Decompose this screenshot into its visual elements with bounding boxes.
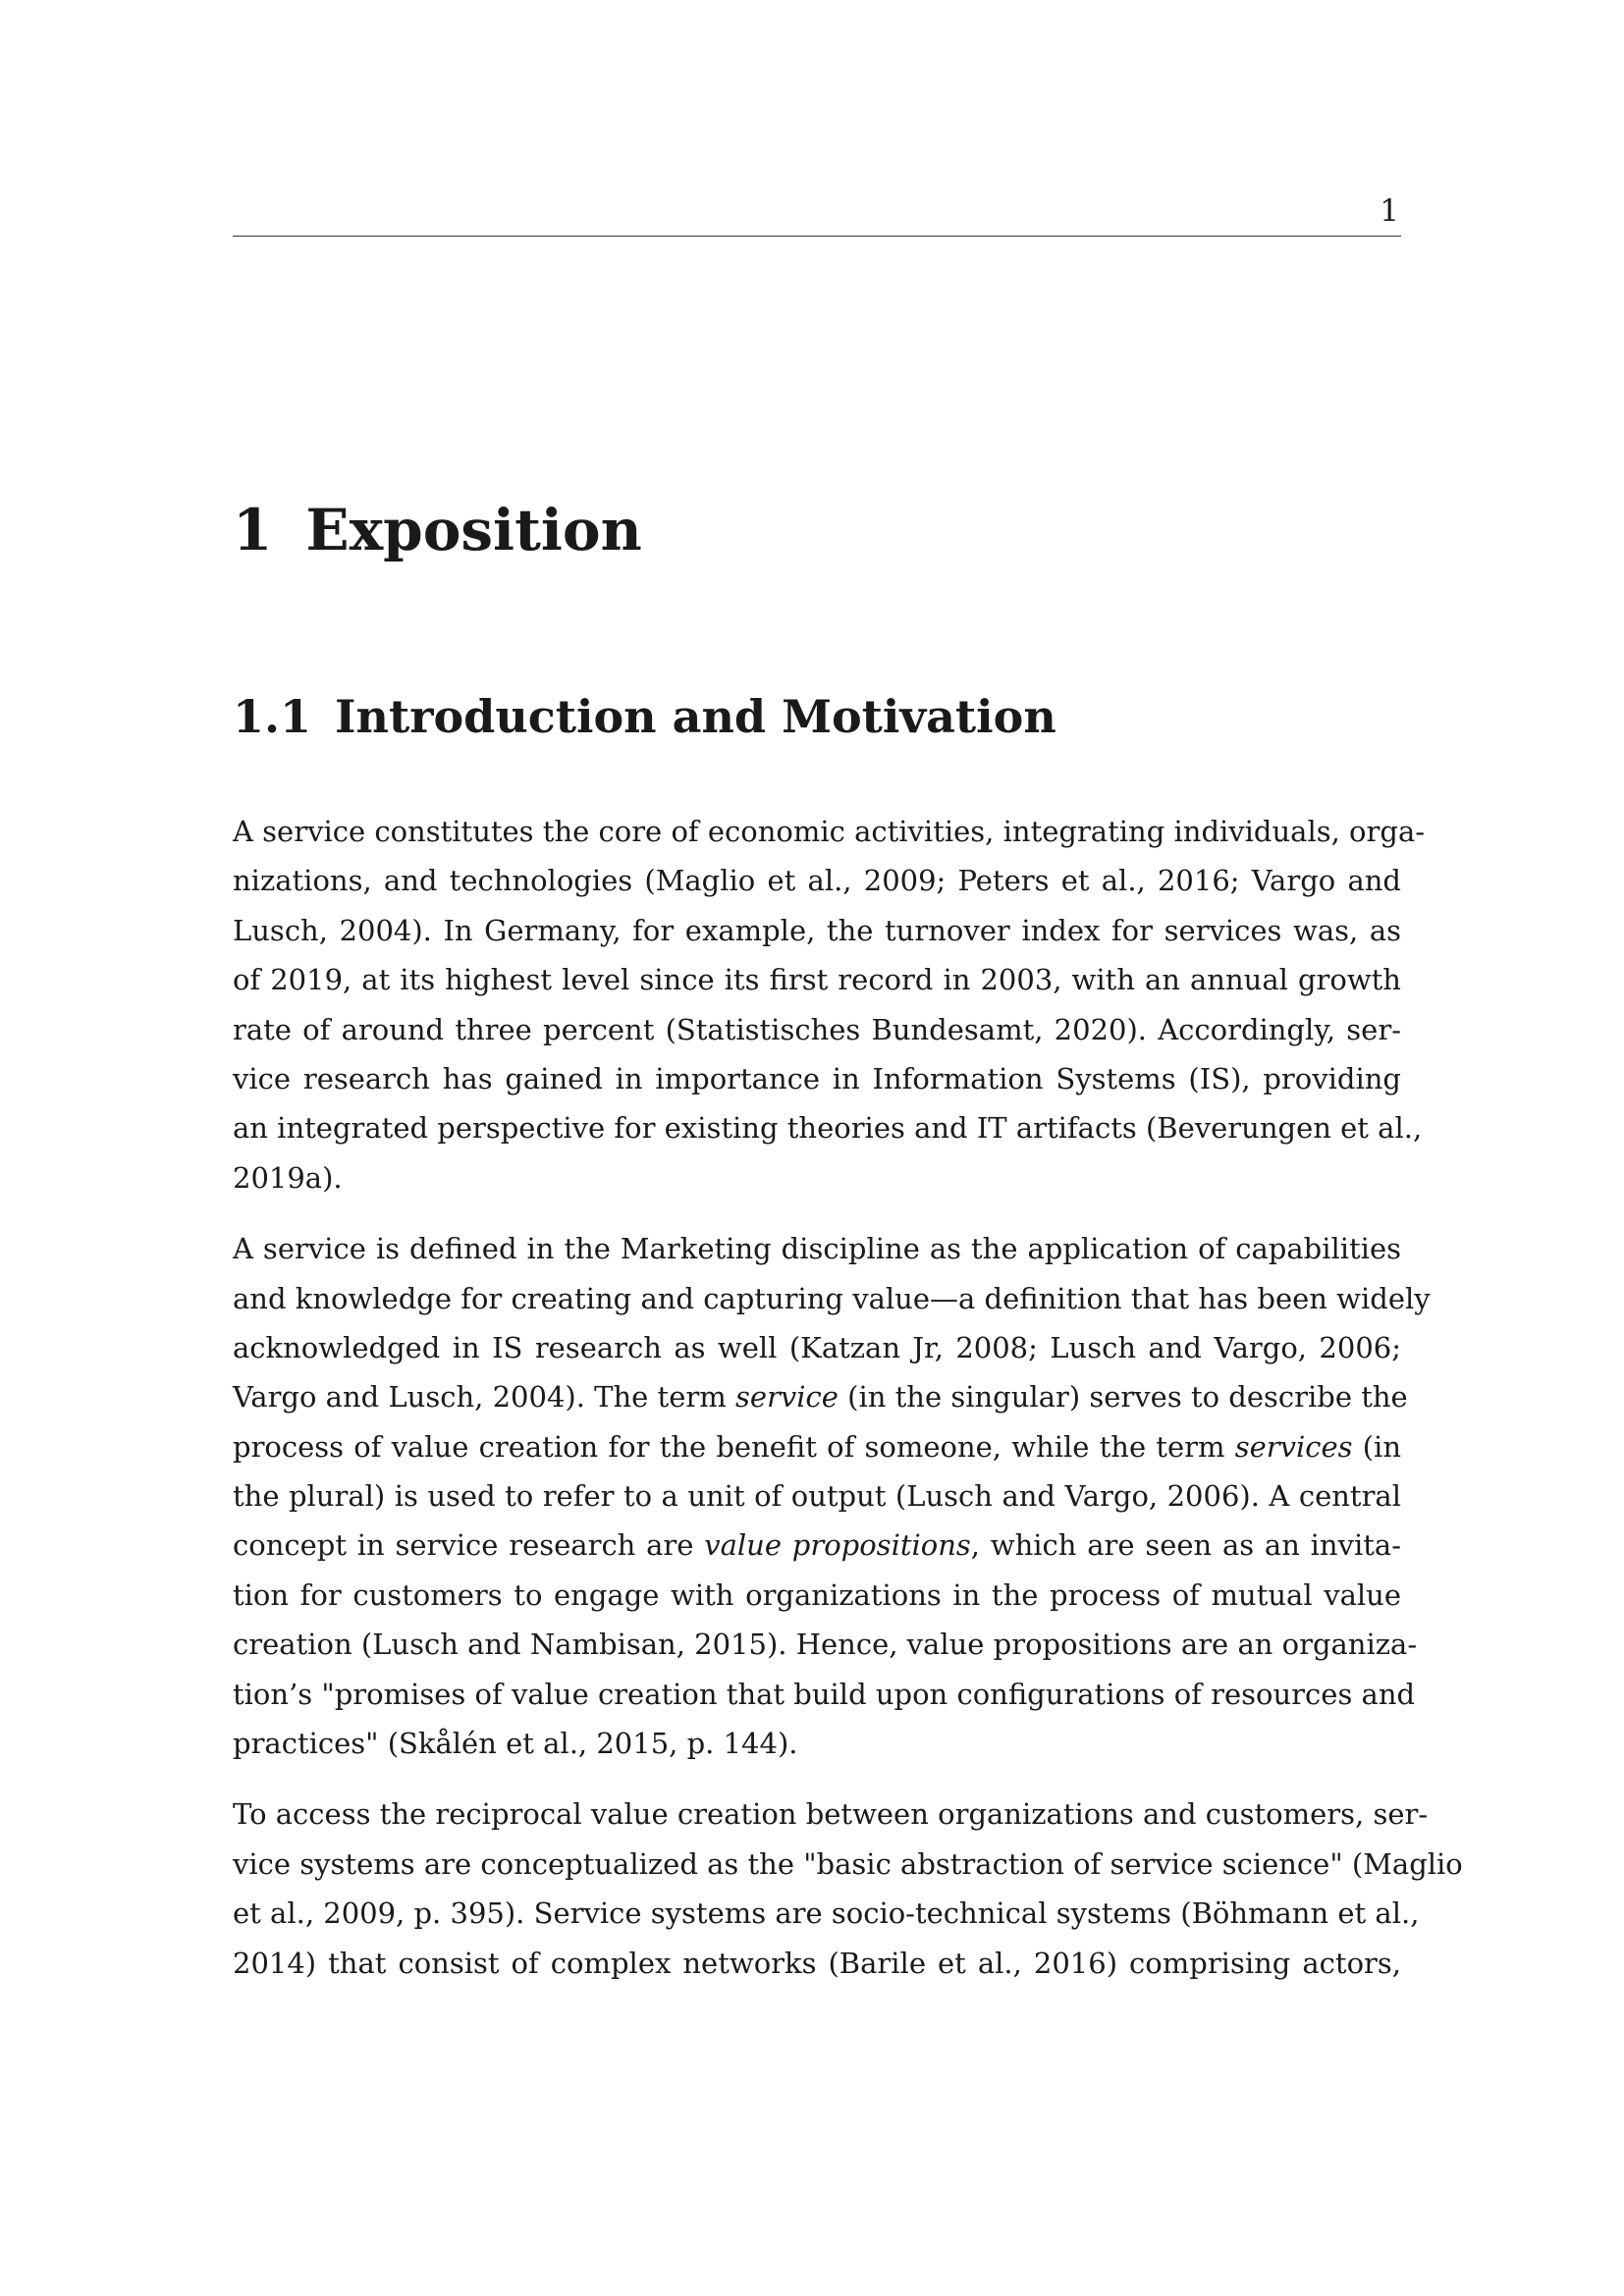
- text-line: tion for customers to engage with organizations in the process of mutual value: [233, 1577, 1401, 1612]
- chapter-title: [233, 491, 642, 569]
- text-line: vice research has gained in importance in Information Systems (IS), providing: [233, 1061, 1401, 1095]
- text-line: Vargo and Lusch, 2004). The term service (in the singular) serves to describe the: [233, 1380, 1408, 1415]
- text-line: practices" (Skålén et al., 2015, p. 144).: [233, 1727, 798, 1761]
- chapter-number: 1: [233, 497, 273, 563]
- text-line: acknowledged in IS research as well (Katzan Jr, 2008; Lusch and Vargo, 2006;: [233, 1330, 1401, 1364]
- text-line: Lusch, 2004). In Germany, for example, the turnover index for services was, as: [233, 913, 1401, 947]
- text-line: To access the reciprocal value creation between organizations and customers, ser-: [233, 1797, 1429, 1832]
- text-line: and knowledge for creating and capturing value—a definition that has been widely: [233, 1281, 1431, 1315]
- text-line: the plural) is used to refer to a unit of output (Lusch and Vargo, 2006). A central: [233, 1479, 1401, 1514]
- italic-term: services: [1234, 1429, 1353, 1464]
- text-line: process of value creation for the benefit of someone, while the term services (in: [233, 1429, 1402, 1464]
- text-line: vice systems are conceptualized as the "basic abstraction of service science" (Maglio: [233, 1846, 1463, 1881]
- text-line: 2014) that consist of complex networks (Barile et al., 2016) comprising actors,: [233, 1946, 1401, 1980]
- text-line: A service is defined in the Marketing discipline as the application of capabilities: [233, 1232, 1401, 1266]
- text-line: rate of around three percent (Statistisches Bundesamt, 2020). Accordingly, ser-: [233, 1012, 1401, 1046]
- page-number: 1: [1380, 193, 1399, 229]
- text-line: tion’s "promises of value creation that build upon configurations of resources and: [233, 1677, 1416, 1711]
- paragraph-1: [233, 807, 1426, 1202]
- running-header: [233, 194, 1401, 237]
- text-line: 2019a).: [233, 1160, 343, 1195]
- section-title: [233, 687, 1056, 746]
- text-line: of 2019, at its highest level since its first record in 2003, with an annual growth: [233, 963, 1401, 997]
- italic-term: service: [734, 1380, 839, 1415]
- paragraph-2: [233, 1224, 1431, 1768]
- text-line: concept in service research are value propositions, which are seen as an invita-: [233, 1528, 1401, 1563]
- chapter-title-text: Exposition: [305, 497, 642, 563]
- text-line: nizations, and technologies (Maglio et al., 2009; Peters et al., 2016; Vargo and: [233, 864, 1401, 898]
- text-line: et al., 2009, p. 395). Service systems are socio-technical systems (Böhmann et al.,: [233, 1896, 1420, 1931]
- text-line: creation (Lusch and Nambisan, 2015). Hence, value propositions are an organiza-: [233, 1628, 1418, 1662]
- section-number: 1.1: [233, 690, 312, 743]
- italic-term: value propositions: [704, 1528, 971, 1563]
- section-title-text: Introduction and Motivation: [335, 690, 1056, 743]
- paragraph-3: [233, 1789, 1463, 1988]
- text-line: an integrated perspective for existing theories and IT artifacts (Beverungen et al.,: [233, 1111, 1423, 1146]
- body-text: [233, 807, 1463, 2009]
- text-line: A service constitutes the core of economic activities, integrating individuals, orga-: [233, 815, 1426, 848]
